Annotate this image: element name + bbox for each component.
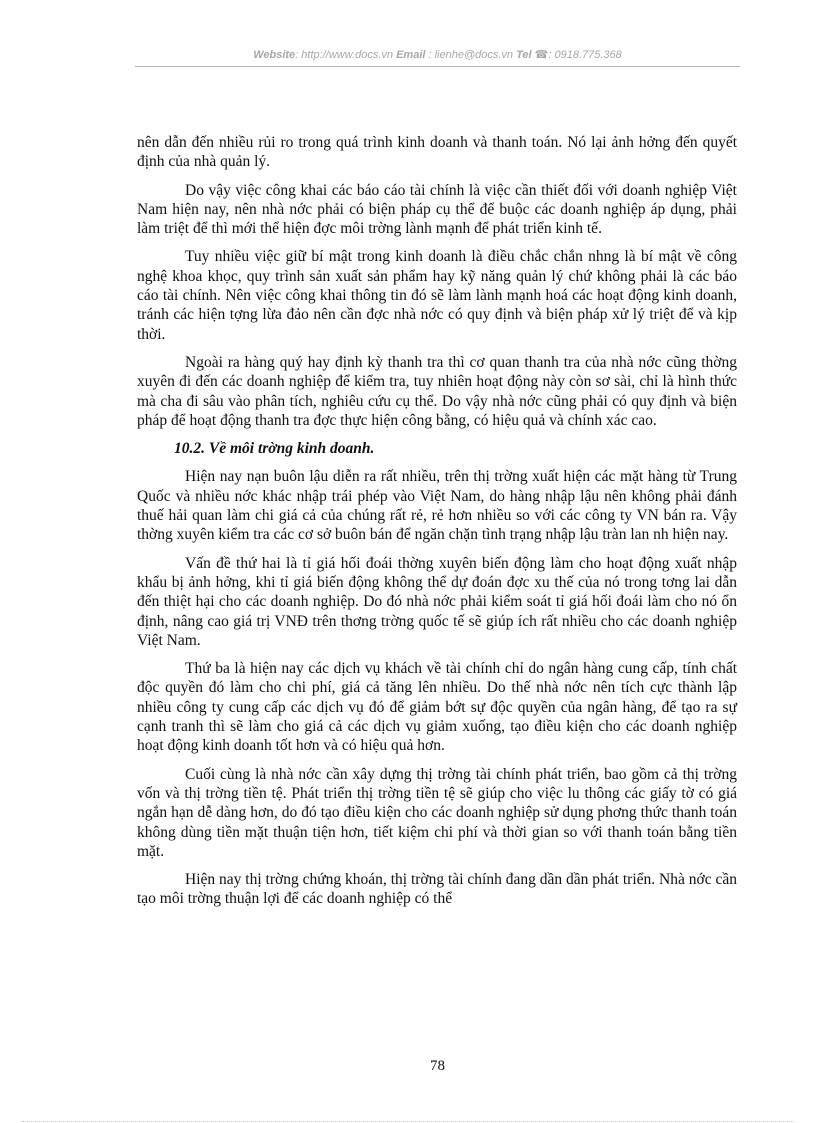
- paragraph: Tuy nhiều việc giữ bí mật trong kinh doanh là điều chắc chắn nhng là bí mật về công nghệ khoa khọc, quy trình sản xuất sản phẩm hay kỹ năng quản lý chứ không phải là các báo cáo tài chính. Nên việc công khai thông tin đó sẽ làm lành mạnh hoá các hoạt động kinh doanh, tránh các hiện tợng lừa đảo nên cần đợc nhà nớc có quy định và biện pháp xử lý triệt để và kịp thời.: [137, 248, 737, 343]
- tel-label: Tel: [516, 49, 532, 61]
- page-header: [135, 48, 740, 61]
- tel-value: : 0918.775.368: [548, 49, 622, 61]
- paragraph: Cuối cùng là nhà nớc cần xây dựng thị trờng tài chính phát triển, bao gồm cả thị trờng vốn và thị trờng tiền tệ. Phát triển thị trờng tiền tệ sẽ giúp cho việc lu thông các giấy tờ có giá ngắn hạn dễ dàng hơn, do đó tạo điều kiện cho các doanh nghiệp sử dụng phơng thức thanh toán không dùng tiền mặt thuận tiện hơn, tiết kiệm chi phí và thời gian so với thanh toán bằng tiền mặt.: [137, 765, 737, 860]
- paragraph: Ngoài ra hàng quý hay định kỳ thanh tra thì cơ quan thanh tra của nhà nớc cũng thờng xuyên đi đến các doanh nghiệp để kiểm tra, tuy nhiên hoạt động này còn sơ sài, chỉ là hình thức mà cha đi sâu vào phân tích, nghiêu cứu cụ thể. Do vậy nhà nớc cũng phải có quy định và biện pháp để hoạt động thanh tra đợc thực hiện công bằng, có hiệu quả và chính xác cao.: [137, 353, 737, 429]
- phone-icon: ☎: [534, 49, 549, 61]
- footer-rule: [22, 1121, 794, 1122]
- document-body: [137, 133, 737, 918]
- paragraph: Thứ ba là hiện nay các dịch vụ khách về tài chính chỉ do ngân hàng cung cấp, tính chất độc quyền đó làm cho chi phí, giá cả tăng lên nhiều. Do thế nhà nớc nên tích cực thành lập nhiều công ty cung cấp các dịch vụ đó để giảm bớt sự độc quyền của ngân hàng, để tạo ra sự cạnh tranh thì sẽ làm cho giá cả các dịch vụ giảm xuống, tạo điều kiện cho các doanh nghiệp hoạt động kinh doanh tốt hơn và có hiệu quả hơn.: [137, 660, 737, 755]
- paragraph-continuation: nên dẫn đến nhiều rủi ro trong quá trình kinh doanh và thanh toán. Nó lại ảnh hởng đến quyết định của nhà quản lý.: [137, 134, 737, 171]
- paragraph: Vấn đề thứ hai là tỉ giá hối đoái thờng xuyên biến động làm cho hoạt động xuất nhập khẩu bị ảnh hởng, khi tỉ giá biến động không thể dự đoán đợc xu thế của nó trong tơng lai dẫn đến thiệt hại cho các doanh nghiệp. Do đó nhà nớc phải kiểm soát tỉ giá hối đoái làm cho nó ổn định, nâng cao giá trị VNĐ trên thơng trờng quốc tế sẽ giúp ích rất nhiều cho các doanh nghiệp Việt Nam.: [137, 554, 737, 649]
- page-number: 78: [430, 1058, 445, 1074]
- paragraph: Hiện nay thị trờng chứng khoán, thị trờng tài chính đang dần dần phát triển. Nhà nớc cần tạo môi trờng thuận lợi để các doanh nghiệp có thể: [137, 871, 737, 908]
- website-value: : http://www.docs.vn: [295, 49, 394, 61]
- website-label: Website: [253, 49, 296, 61]
- paragraph: Do vậy việc công khai các báo cáo tài chính là việc cần thiết đối với doanh nghiệp Việt Nam hiện nay, nên nhà nớc phải có biện pháp cụ thể để buộc các doanh nghiệp áp dụng, phải làm triệt để thì mới thể hiện đợc môi trờng lành mạnh để phát triển kinh tế.: [137, 181, 737, 238]
- email-label: Email: [396, 49, 426, 61]
- paragraph: Hiện nay nạn buôn lậu diễn ra rất nhiều, trên thị trờng xuất hiện các mặt hàng từ Trung Quốc và nhiều nớc khác nhập trái phép vào Việt Nam, do hàng nhập lậu nên không phải đánh thuế hải quan làm chi giá cả của chúng rất rẻ, rẻ hơn nhiều so với các công ty VN bán ra. Vậy thờng xuyên kiểm tra các cơ sở buôn bán để ngăn chặn tình trạng nhập lậu tràn lan nh hiện nay.: [137, 468, 737, 544]
- email-value: : lienhe@docs.vn: [428, 49, 514, 61]
- section-heading: 10.2. Về môi trờng kinh doanh.: [174, 440, 375, 458]
- header-rule: [135, 66, 740, 67]
